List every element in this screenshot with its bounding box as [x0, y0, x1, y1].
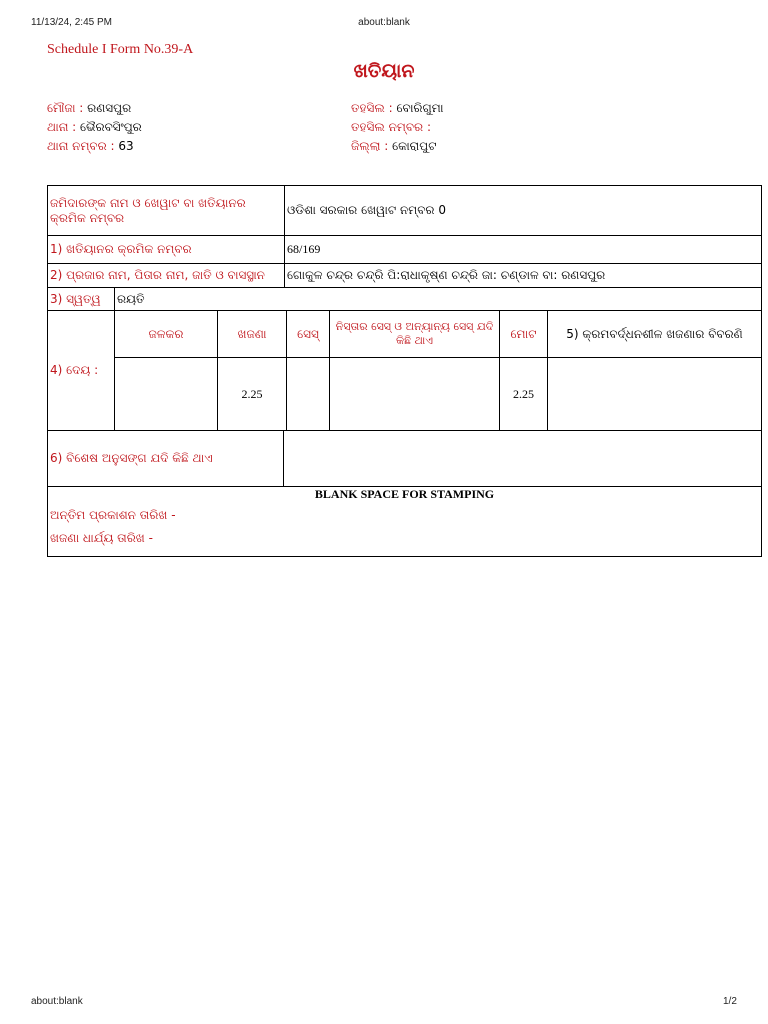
owner-value: ଓଡିଶା ସରକାର ଖେୱାଟ ନମ୍ବର 0 [285, 186, 762, 236]
rent-header: ଖଜଣା [218, 311, 287, 358]
page-number: 1/2 [723, 996, 737, 1007]
serial-label: 1) ଖତିୟାନର କ୍ରମିକ ନମ୍ବର [48, 236, 285, 264]
record-of-rights-table [47, 185, 762, 557]
location-info-right [351, 99, 443, 156]
owner-row [48, 186, 762, 236]
cess-value [287, 358, 330, 431]
print-url: about:blank [358, 17, 410, 28]
location-info-left [47, 99, 142, 156]
district-row: ଜିଲ୍ଲା : କୋରାପୁଟ [351, 139, 437, 153]
tenant-value: ଗୋକୁଳ ଚନ୍ଦ୍ର ଚନ୍ଦ୍ରି ପି:ରାଧାକୃଷ୍ଣ ଚନ୍ଦ୍ରି ଜା: ଚଣ୍ଡାଳ ବା: ରଣସପୁର [285, 264, 762, 288]
special-row [48, 431, 762, 487]
stamp-row [48, 487, 762, 557]
right-label: 3) ସ୍ୱତ୍ୱ [48, 288, 115, 311]
water-tax-header: ଜଳକର [115, 311, 218, 358]
tahasil-row: ତହସିଲ : ବୋରିଗୁମା [351, 101, 444, 115]
owner-label: ଜମିଦାରଙ୍କ ନାମ ଓ ଖେୱାଟ ବା ଖତିୟାନର କ୍ରମିକ ନମ୍ବର [48, 186, 285, 236]
document-title: ଖତିୟାନ [353, 60, 415, 82]
thana-row: ଥାନା : ଭୈରବସିଂପୁର [47, 120, 142, 134]
serial-row [48, 236, 762, 264]
right-row [48, 288, 762, 311]
special-label: 6) ବିଶେଷ ଅନୁସଙ୍ଗ ଯଦି କିଛି ଥାଏ [48, 431, 284, 487]
water-tax-value [115, 358, 218, 431]
special-value [284, 431, 762, 487]
tahasil-number-row: ତହସିଲ ନମ୍ବର : [351, 120, 432, 134]
total-header: ମୋଟ [500, 311, 548, 358]
tenant-label: 2) ପ୍ରଜାର ନାମ, ପିତାର ନାମ, ଜାତି ଓ ବାସସ୍ଥାନ [48, 264, 285, 288]
tenant-row [48, 264, 762, 288]
print-datetime: 11/13/24, 2:45 PM [31, 17, 112, 28]
footer-url: about:blank [31, 996, 83, 1007]
final-publication-date: ଅନ୍ତିମ ପ୍ରକାଶନ ତାରିଖ - [50, 508, 176, 522]
mouza-row: ମୌଜା : ରଣସପୁର [47, 101, 132, 115]
other-cess-value [330, 358, 500, 431]
rent-value: 2.25 [218, 358, 287, 431]
progressive-rent-header: 5) କ୍ରମବର୍ଦ୍ଧନଶୀଳ ଖଜଣାର ବିବରଣି [548, 311, 762, 358]
serial-value: 68/169 [285, 236, 762, 264]
stamp-title: BLANK SPACE FOR STAMPING [314, 487, 495, 501]
other-cess-header: ନିସ୍ତାର ସେସ୍ ଓ ଅନ୍ୟାନ୍ୟ ସେସ୍ ଯଦି କିଛି ଥାଏ [330, 311, 500, 358]
right-value: ରୟତି [115, 288, 762, 311]
progressive-rent-value [548, 358, 762, 431]
thana-number-row: ଥାନା ନମ୍ବର : 63 [47, 139, 134, 153]
stamp-area [48, 487, 762, 557]
dues-label: 4) ଦେୟ : [48, 311, 115, 431]
dues-value-row [48, 358, 762, 431]
rent-fixation-date: ଖଜଣା ଧାର୍ଯ୍ୟ ତାରିଖ - [50, 531, 153, 545]
dues-header-row [48, 311, 762, 358]
cess-header: ସେସ୍ [287, 311, 330, 358]
total-value: 2.25 [500, 358, 548, 431]
form-number: Schedule I Form No.39-A [47, 42, 194, 57]
